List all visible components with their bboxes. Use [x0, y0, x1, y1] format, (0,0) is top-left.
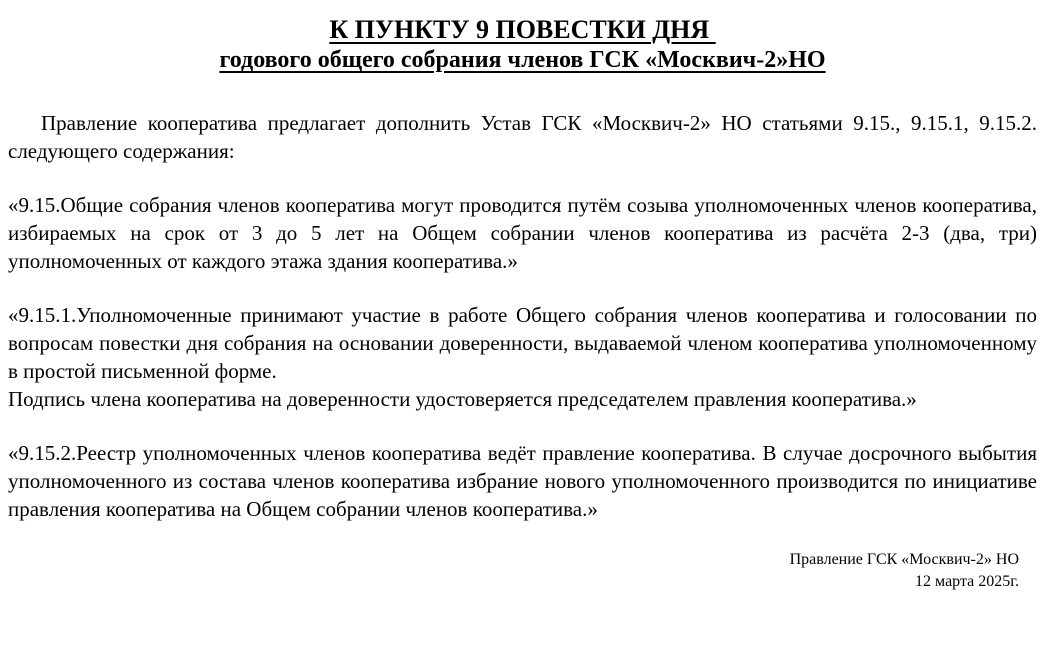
date-line: 12 марта 2025г.: [915, 573, 1019, 590]
document-body: [8, 109, 1037, 523]
paragraph-article-9-15-1-continued: Подпись члена кооператива на доверенности удостоверяется председателем правления кооператива.»: [8, 387, 917, 411]
document-header: [8, 14, 1037, 75]
paragraph-intro: Правление кооператива предлагает дополнить Устав ГСК «Москвич-2» НО статьями 9.15., 9.15.1, 9.15.2. следующего содержания:: [8, 111, 1037, 163]
paragraph-article-9-15-1: «9.15.1.Уполномоченные принимают участие в работе Общего собрания членов кооператива и голосовании по вопросам повестки дня собрания на основании доверенности, выдаваемой членом кооператива уполномоченному в простой письменной форме.: [8, 303, 1037, 383]
signature-line: Правление ГСК «Москвич-2» НО: [789, 551, 1019, 568]
paragraph-article-9-15: «9.15.Общие собрания членов кооператива могут проводится путём созыва уполномоченных членов кооператива, избираемых на срок от 3 до 5 лет на Общем собрании членов кооператива из расчёта 2-3 (два, три) уполномоченных от каждого этажа здания кооператива.»: [8, 193, 1037, 273]
document-subtitle: годового общего собрания членов ГСК «Москвич-2»НО: [219, 47, 826, 73]
paragraph-article-9-15-2: «9.15.2.Реестр уполномоченных членов кооператива ведёт правление кооператива. В случае досрочного выбытия уполномоченного из состава членов кооператива избрание нового уполномоченного производится по инициативе правления кооператива на Общем собрании членов кооператива.»: [8, 441, 1037, 521]
document-footer: [8, 549, 1019, 593]
document-title: К ПУНКТУ 9 ПОВЕСТКИ ДНЯ: [329, 15, 716, 44]
